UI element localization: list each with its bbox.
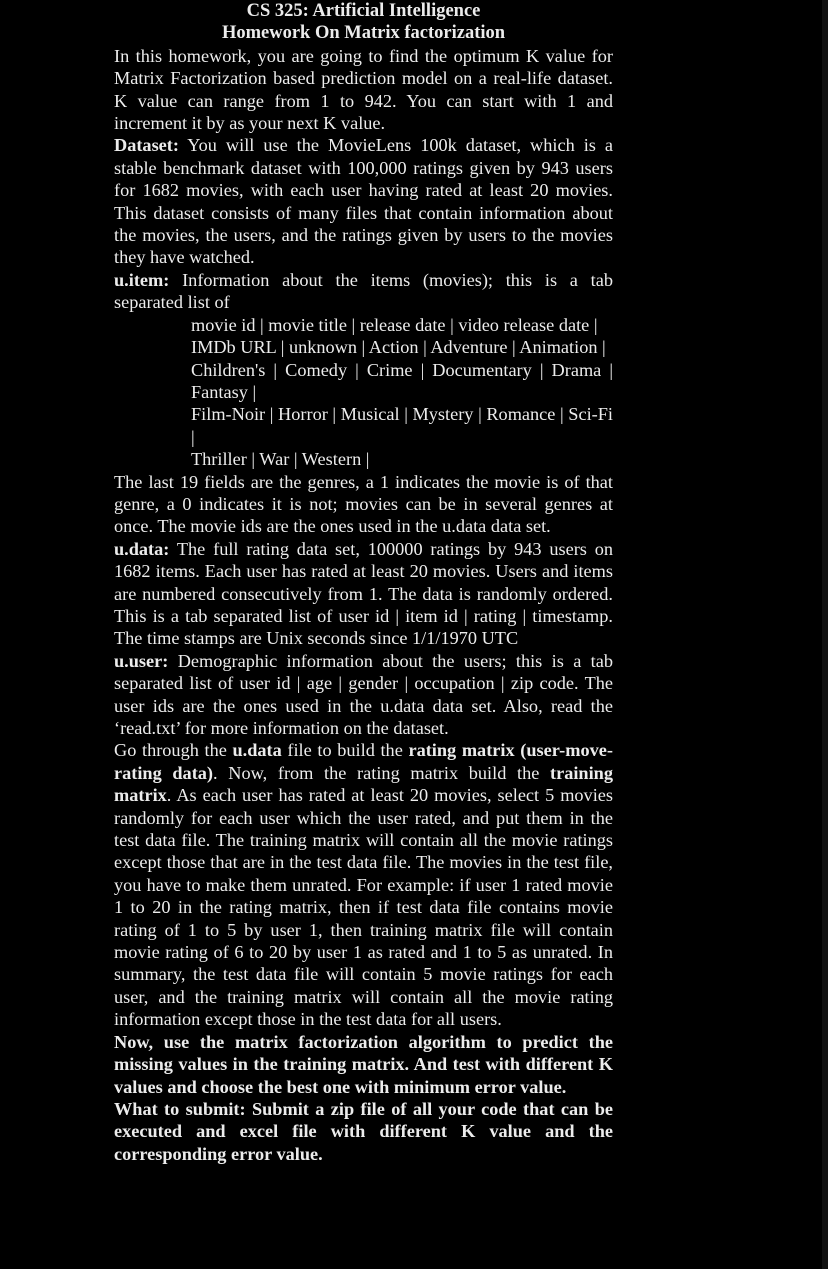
u-item-label: u.item: [114,269,170,290]
homework-title: Homework On Matrix factorization [221,23,506,44]
instructions-text: . As each user has rated at least 20 movies, select 5 movies randomly for each user which the user rated, and put them in the test data file. The training matrix will contain all the movie ratings except those that are in the test data file. The movies in the test file, you have to make them unrated. For example: if user 1 rated movie 1 to 20 in the rating matrix, then if test data file contains movie rating of 1 to 5 by user 1, then training matrix file will contain movie rating of 6 to 20 by user 1 as rated and 1 to 5 as unrated. In summary, the test data file will contain 5 movie ratings for each user, and the training matrix will contain all the movie rating information except those in the test data for all users. [114,785,613,1030]
instructions-paragraph [114,739,613,1030]
u-item-paragraph [114,269,613,314]
u-item-field-line: IMDb URL | unknown | Action | Adventure | Animation | [191,337,606,358]
u-data-label: u.data: [114,538,170,559]
u-item-note: The last 19 fields are the genres, a 1 indicates the movie is of that genre, a 0 indicates it is not; movies can be in several genres at once. The movie ids are the ones used in the u.data data set. [114,471,613,537]
submit-text: What to submit: Submit a zip file of all your code that can be executed and excel file with different K value and the corresponding error value. [114,1098,613,1164]
u-item-text: Information about the items (movies); this is a tab separated list of [114,269,613,313]
u-data-text: The full rating data set, 100000 ratings by 943 users on 1682 items. Each user has rated at least 20 movies. Users and items are numbered consecutively from 1. The data is randomly ordered. This is a tab separated list of user id | item id | rating | timestamp. The time stamps are Unix seconds since 1/1/1970 UTC [114,538,613,649]
u-data-paragraph [114,538,613,650]
task-paragraph [114,1031,613,1098]
task-text: Now, use the matrix factorization algorithm to predict the missing values in the training matrix. And test with different K values and choose the best one with minimum error value. [114,1031,613,1097]
instructions-text: . Now, from the rating matrix build the [213,762,551,783]
instructions-bold-u-data: u.data [232,740,282,761]
instructions-bold-rating-matrix: rating matrix (user-move-rating data) [114,740,613,783]
u-user-paragraph [114,650,613,740]
u-user-text: Demographic information about the users; this is a tab separated list of user id | age | gender | occupation | zip code. The user ids are the ones used in the u.data data set. Also, read the ‘read.txt’ for more information on the dataset. [114,650,613,738]
dataset-text: You will use the MovieLens 100k dataset, which is a stable benchmark dataset with 100,000 ratings given by 943 users for 1682 movies, with each user having rated at least 20 movies. This dataset consists of many files that contain information about the movies, the users, and the ratings given by users to the movies they have watched. [114,135,613,268]
submit-paragraph [114,1098,613,1165]
intro-paragraph: In this homework, you are going to find the optimum K value for Matrix Factorization based prediction model on a real-life dataset. K value can range from 1 to 942. You can start with 1 and increment it by as your next K value. [114,45,613,134]
u-item-field-line: Thriller | War | Western | [191,449,370,470]
instructions-bold-training-matrix: training matrix [114,762,613,806]
homework-document [114,0,613,1165]
instructions-text: file to build the [281,740,409,761]
instructions-text: Go through the [114,740,233,761]
u-item-field-line: movie id | movie title | release date | video release date | [191,314,598,335]
u-item-field-line: Film-Noir | Horror | Musical | Mystery | Romance | Sci-Fi | [191,404,613,447]
u-item-field-line: Children's | Comedy | Crime | Documentary | Drama | Fantasy | [191,359,613,402]
dataset-paragraph [114,134,613,268]
right-edge-strip [822,0,828,1269]
dataset-label: Dataset: [114,135,179,156]
course-title: CS 325: Artificial Intelligence [246,1,481,21]
u-user-label: u.user: [114,650,169,671]
